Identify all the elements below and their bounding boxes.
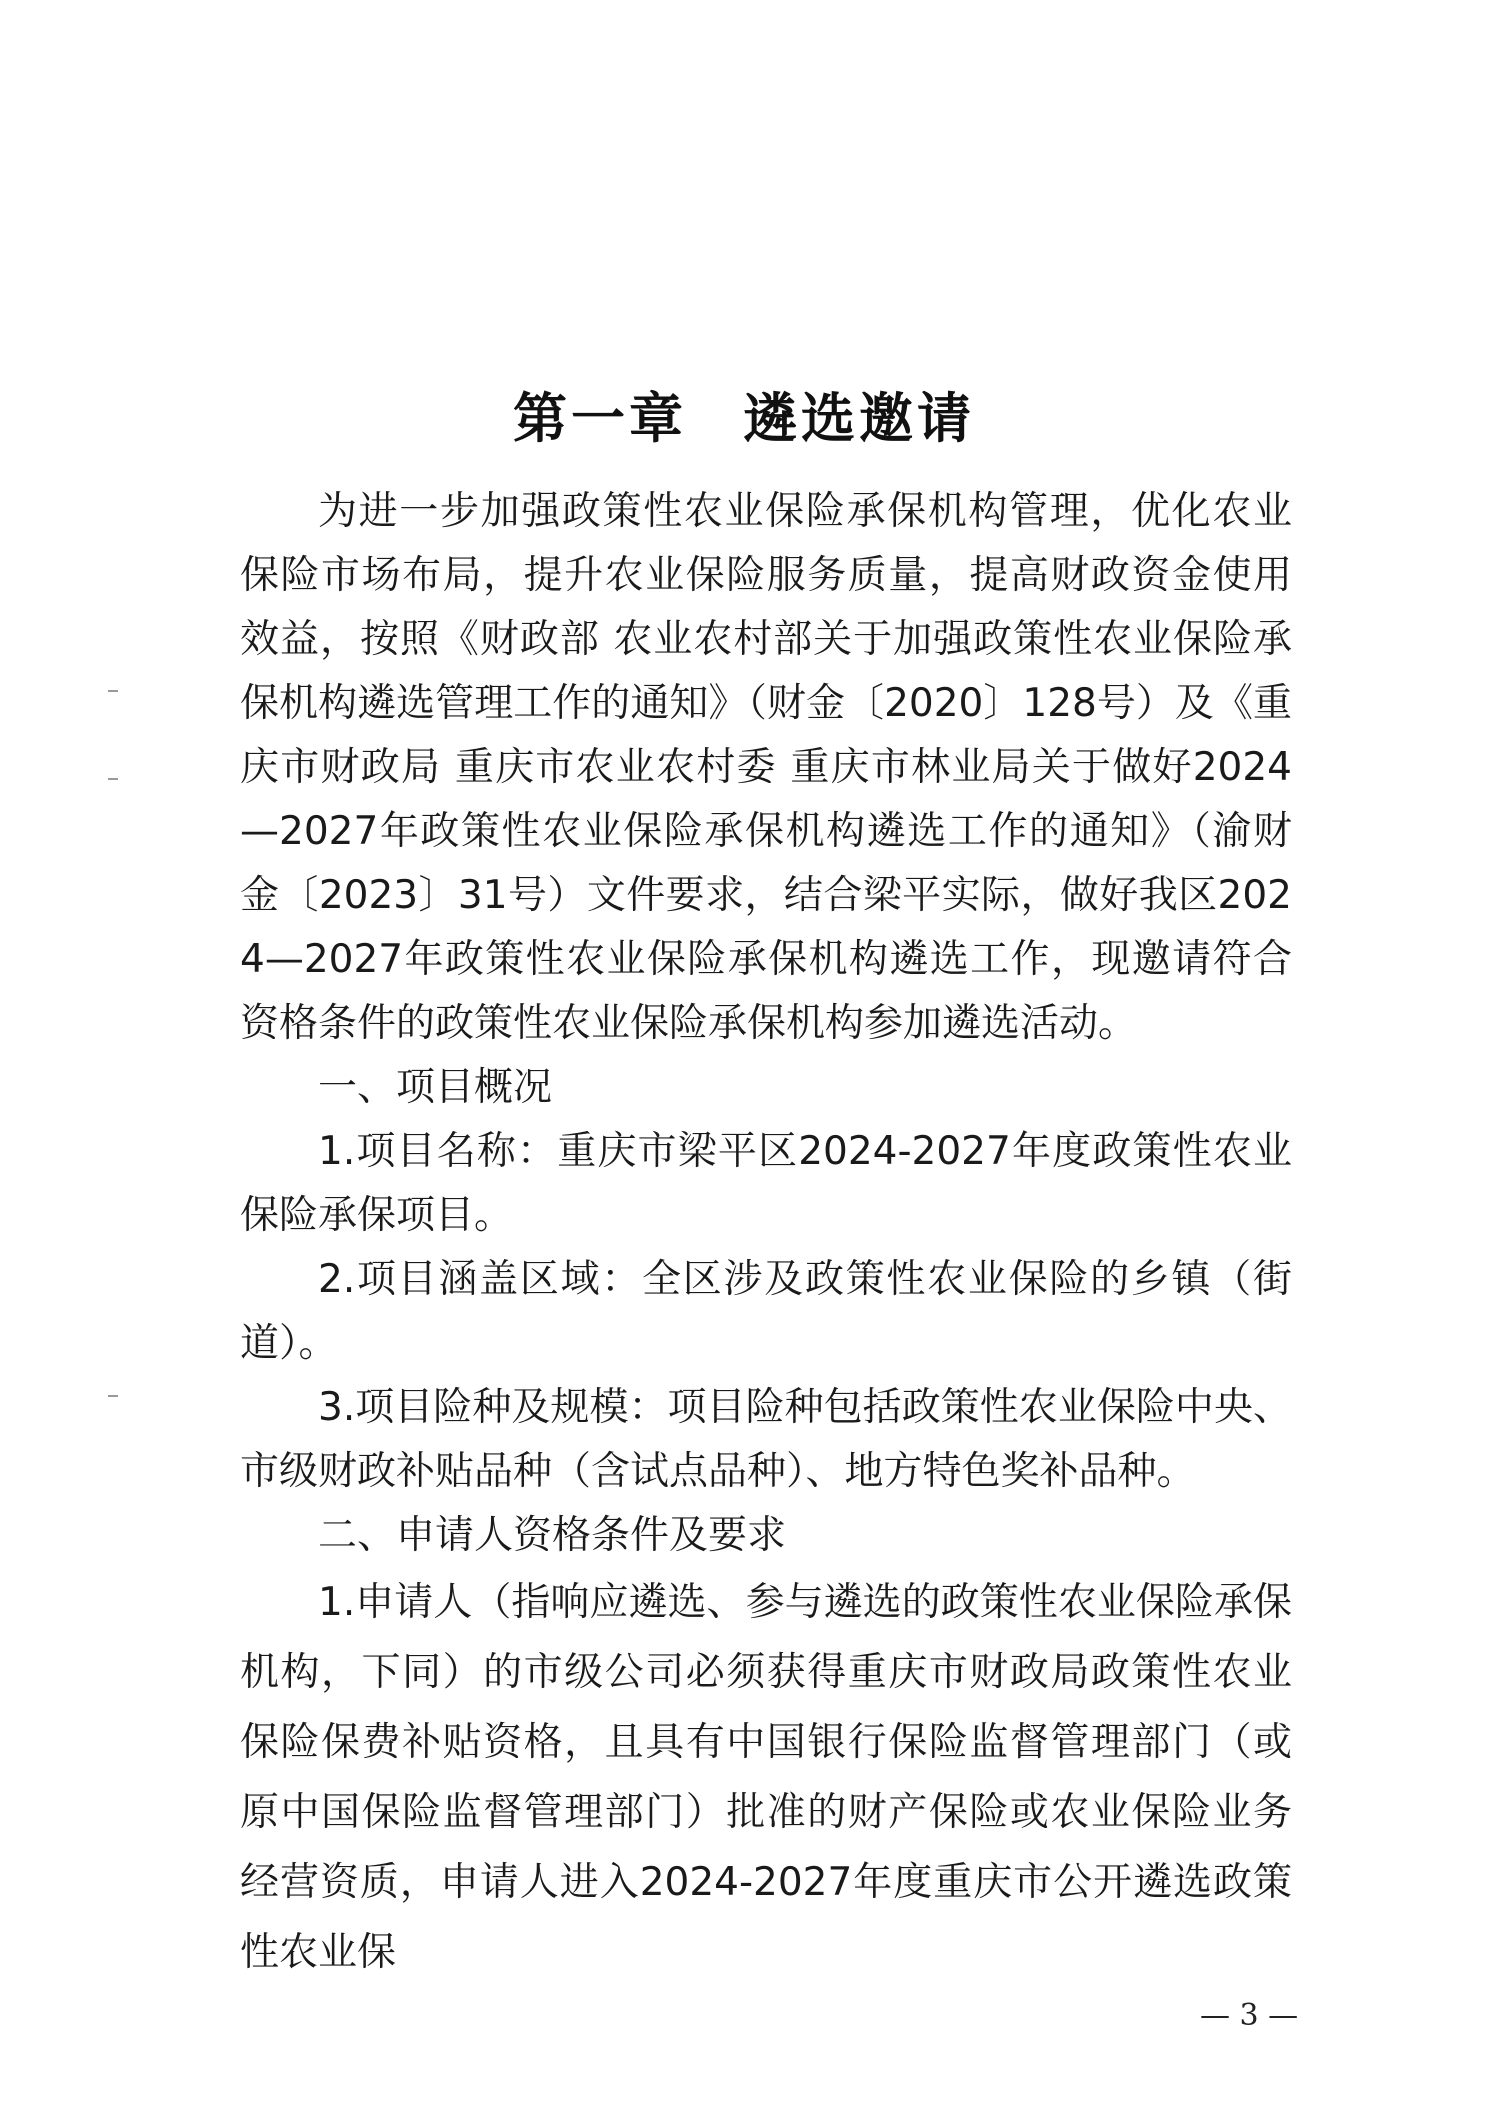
chapter-title [0,376,1488,453]
chapter-number: 第一章 [513,386,687,451]
scan-margin-mark [108,1395,118,1397]
intro-paragraph: 为进一步加强政策性农业保险承保机构管理，优化农业保险市场布局，提升农业保险服务质量，提高财政资金使用效益，按照《财政部 农业农村部关于加强政策性农业保险承保机构遴选管理工作的通知》（财金〔2020〕128号）及《重庆市财政局 重庆市农业农村委 重庆市林业局关于做好2024—2027年政策性农业保险承保机构遴选工作的通知》（渝财金〔2023〕31号）文件要求，结合梁平实际，做好我区2024—2027年政策性农业保险承保机构遴选工作，现邀请符合资格条件的政策性农业保险承保机构参加遴选活动。 [240,489,1292,1046]
page-number: — 3 — [1200,1998,1299,2033]
scan-margin-mark [108,778,118,780]
project-scope-paragraph: 3.项目险种及规模：项目险种包括政策性农业保险中央、市级财政补贴品种（含试点品种）、地方特色奖补品种。 [240,1385,1292,1494]
qualification-paragraph: 1.申请人（指响应遴选、参与遴选的政策性农业保险承保机构，下同）的市级公司必须获得重庆市财政局政策性农业保险保费补贴资格，且具有中国银行保险监督管理部门（或原中国保险监督管理部门）批准的财产保险或农业保险业务经营资质，申请人进入2024-2027年度重庆市公开遴选政策性农业保 [240,1580,1292,1975]
project-name-paragraph: 1.项目名称：重庆市梁平区2024-2027年度政策性农业保险承保项目。 [240,1129,1292,1238]
chapter-name: 遴选邀请 [743,386,975,451]
project-area-paragraph: 2.项目涵盖区域：全区涉及政策性农业保险的乡镇（街道）。 [240,1257,1292,1366]
section-heading-project-overview: 一、项目概况 [318,1065,553,1110]
document-body [240,480,1292,1988]
section-heading-qualifications: 二、申请人资格条件及要求 [318,1513,787,1558]
scan-margin-mark [108,690,118,692]
